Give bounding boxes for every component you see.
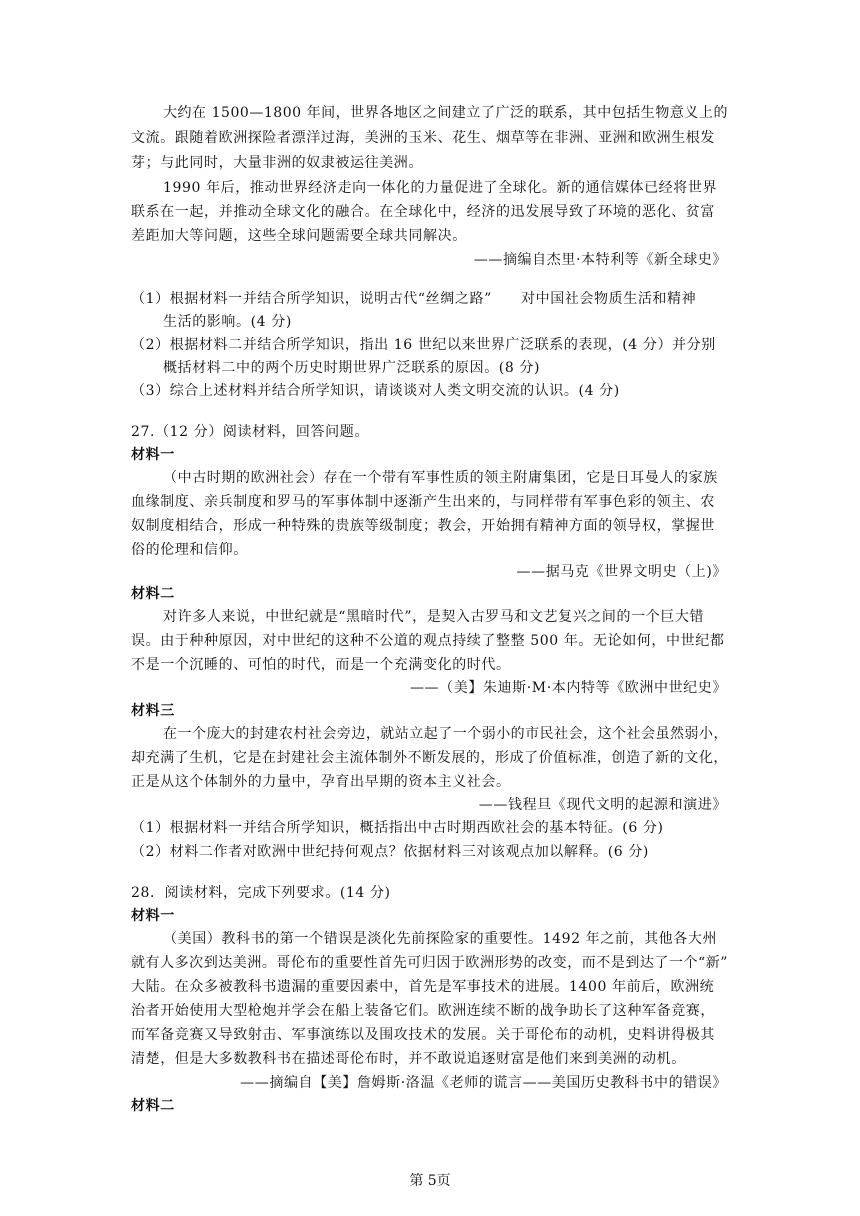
q26-m2-para2-line2: 联系在一起，并推动全球文化的融合。在全球化中，经济的迅发展导致了环境的恶化、贫富 — [131, 204, 715, 220]
q27-m1-line4: 俗的伦理和信仰。 — [131, 542, 248, 558]
q28-m1-source: ——摘编自【美】詹姆斯·洛温《老师的谎言——美国历史教科书中的错误》 — [240, 1075, 727, 1091]
q28-material1-label: 材料一 — [131, 908, 175, 924]
page-number: 第 5页 — [409, 1173, 451, 1189]
q26-m2-para1-line3: 芽；与此同时，大量非洲的奴隶被运往美洲。 — [131, 155, 423, 171]
q27-m2-source: ——（美】朱迪斯·M·本内特等《欧洲中世纪史》 — [409, 680, 727, 696]
q28-heading: 28．阅读材料，完成下列要求。(14 分) — [131, 885, 391, 901]
q27-m3-line3: 正是从这个体制外的力量中，孕育出早期的资本主义社会。 — [131, 774, 511, 790]
q27-material1-label: 材料一 — [131, 447, 175, 463]
q26-m2-para1-line1: 大约在 1500—1800 年间，世界各地区之间建立了广泛的联系，其中包括生物意义上的 — [163, 105, 728, 121]
q28-m1-line2: 就有人多次到达美洲。哥伦布的重要性首先可归因于欧洲形势的改变，而不是到达了一个“新” — [131, 955, 728, 971]
q27-question-2: （2）材料二作者对欧洲中世纪持何观点？依据材料三对该观点加以解释。(6 分) — [131, 844, 649, 860]
q26-question-1-cont: 生活的影响。(4 分) — [163, 314, 292, 330]
q27-material3-label: 材料三 — [131, 703, 175, 719]
q27-m1-line1: （中古时期的欧洲社会）存在一个带有军事性质的领主附庸集团，它是日耳曼人的家族 — [163, 470, 718, 486]
q27-question-1: （1）根据材料一并结合所学知识，概括指出中古时期西欧社会的基本特征。(6 分) — [131, 820, 664, 836]
q27-heading: 27.（12 分）阅读材料，回答问题。 — [131, 424, 369, 440]
q28-m1-line5: 而军备竞赛又导致射击、军事演练以及围攻技术的发展。关于哥伦布的动机，史料讲得极其 — [131, 1027, 715, 1043]
q27-m3-source: ——钱程旦《现代文明的起源和演进》 — [478, 797, 727, 813]
q27-m2-line3: 不是一个沉睡的、可怕的时代，而是一个充满变化的时代。 — [131, 657, 511, 673]
q27-m2-line1: 对许多人来说，中世纪就是“黑暗时代”，是契入古罗马和文艺复兴之间的一个巨大错 — [163, 609, 705, 625]
q28-m1-line4: 治者开始使用大型枪炮并学会在船上装备它们。欧洲连续不断的战争助长了这种军备竞赛， — [131, 1003, 715, 1019]
q27-material2-label: 材料二 — [131, 586, 175, 602]
q28-m1-line1: （美国）教科书的第一个错误是淡化先前探险家的重要性。1492 年之前，其他各大州 — [163, 931, 718, 947]
q26-m2-para2-line3: 差距加大等问题，这些全球问题需要全球共同解决。 — [131, 228, 467, 244]
q28-m1-line3: 大陆。在众多被教科书遗漏的重要因素中，首先是军事技术的进展。1400 年前后，欧洲统 — [131, 979, 715, 995]
q26-m2-para1-line2: 文流。跟随着欧洲探险者漂洋过海，美洲的玉米、花生、烟草等在非洲、亚洲和欧洲生根发 — [131, 130, 715, 146]
q27-m3-line1: 在一个庞大的封建农村社会旁边，就站立起了一个弱小的市民社会，这个社会虽然弱小， — [163, 726, 728, 742]
q27-m1-line2: 血缘制度、亲兵制度和罗马的军事体制中逐渐产生出来的，与同样带有军事色彩的领主、农 — [131, 494, 715, 510]
q28-m1-line6: 清楚，但是大多数教科书在描述哥伦布时，并不敢说追逐财富是他们来到美洲的动机。 — [131, 1051, 686, 1067]
q26-question-2: （2）根据材料二并结合所学知识，指出 16 世纪以来世界广泛联系的表现，(4 分）并分别 — [131, 337, 716, 353]
q26-question-2-cont: 概括材料二中的两个历史时期世界广泛联系的原因。(8 分) — [163, 360, 541, 376]
q27-m1-source: ——据马克《世界文明史（上)》 — [516, 564, 727, 580]
q26-question-3: （3）综合上述材料并结合所学知识，请谈谈对人类文明交流的认识。(4 分) — [131, 383, 620, 399]
q26-source: ——摘编自杰里·本特利等《新全球史》 — [473, 252, 727, 268]
q26-question-1: （1）根据材料一并结合所学知识，说明古代“丝绸之路” 对中国社会物质生活和精神 — [131, 291, 697, 307]
q28-material2-label: 材料二 — [131, 1098, 175, 1114]
q27-m2-line2: 误。由于种种原因，对中世纪的这种不公道的观点持续了整整 500 年。无论如何，中世纪都 — [131, 633, 725, 649]
q26-m2-para2-line1: 1990 年后，推动世界经济走向一体化的力量促进了全球化。新的通信媒体已经将世界 — [163, 180, 718, 196]
q27-m1-line3: 奴制度相结合，形成一种特殊的贵族等级制度；教会，开始拥有精神方面的领导权，掌握世 — [131, 518, 715, 534]
q27-m3-line2: 却充满了生机，它是在封建社会主流体制外不断发展的，形成了价值标准，创造了新的文化， — [131, 750, 728, 766]
